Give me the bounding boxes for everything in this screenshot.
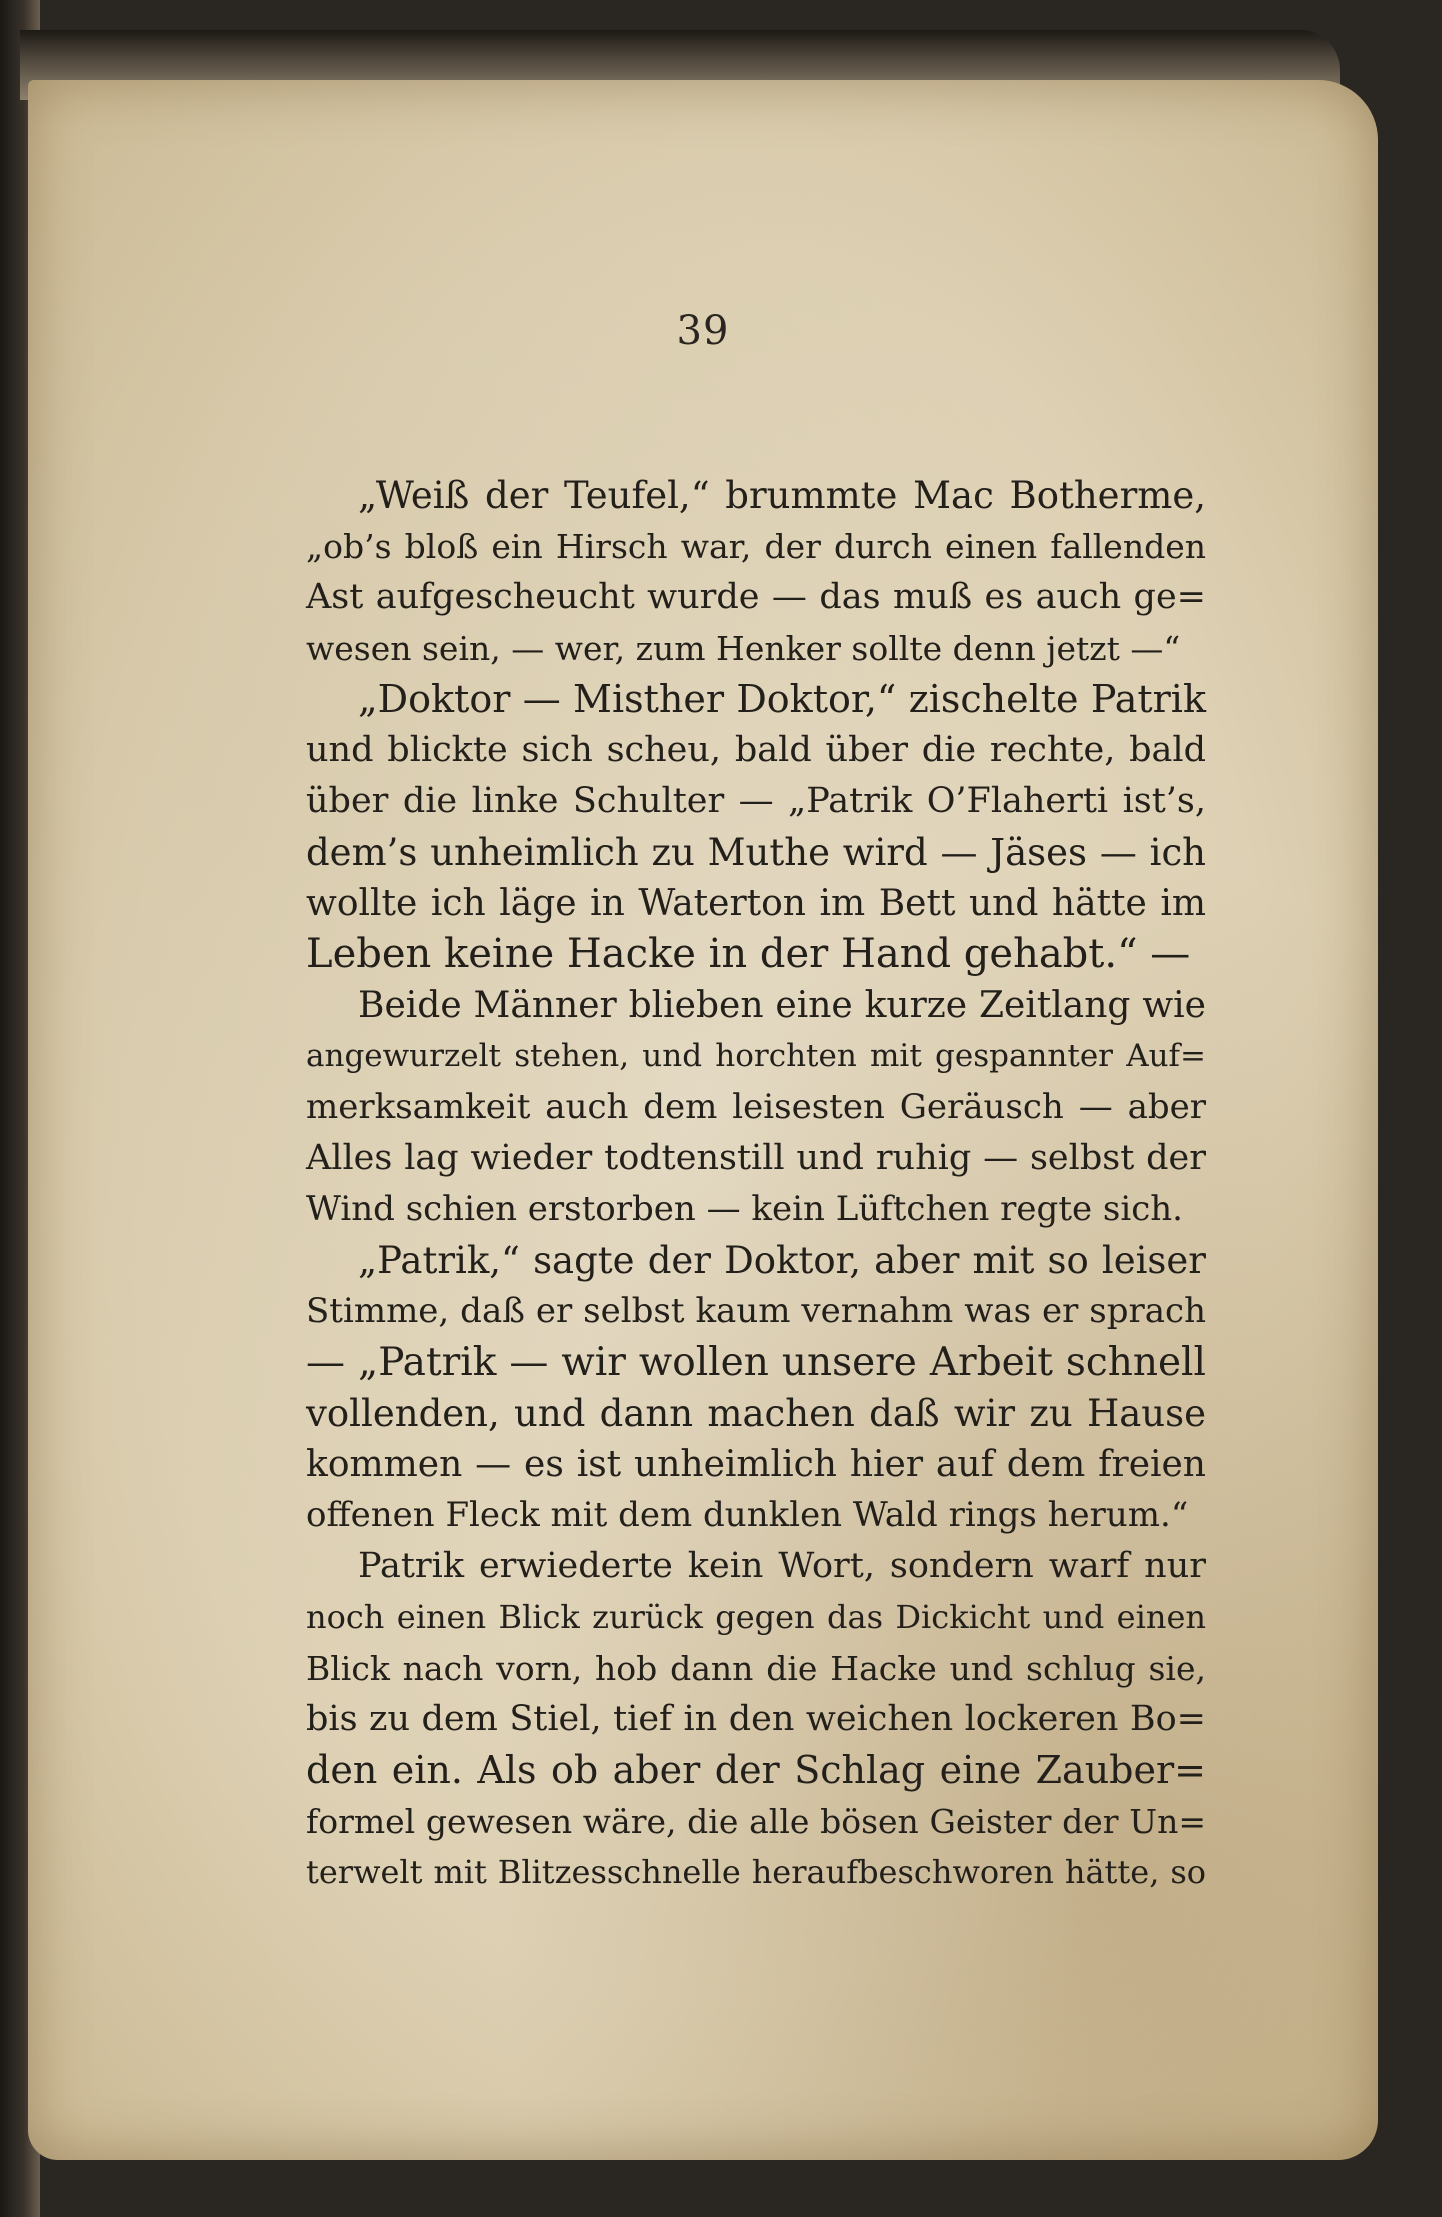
text-line: Beide Männer blieben eine kurze Zeitlang wie	[358, 985, 1206, 1026]
text-line: Blick nach vorn, hob dann die Hacke und schlug sie,	[306, 1649, 1206, 1688]
text-line: den ein. Als ob aber der Schlag eine Zauber=	[306, 1748, 1206, 1792]
text-line: Alles lag wieder todtenstill und ruhig — selbst der	[306, 1138, 1206, 1178]
text-line: Patrik erwiederte kein Wort, sondern warf nur	[358, 1546, 1206, 1586]
text-line: „Patrik,“ sagte der Doktor, aber mit so leiser	[358, 1239, 1206, 1282]
text-line: Ast aufgescheucht wurde — das muß es auch ge=	[306, 577, 1206, 617]
text-line: kommen — es ist unheimlich hier auf dem freien	[306, 1444, 1206, 1485]
text-line: noch einen Blick zurück gegen das Dickicht und einen	[306, 1598, 1206, 1636]
text-line: merksamkeit auch dem leisesten Geräusch — aber	[306, 1087, 1206, 1127]
text-line: Leben keine Hacke in der Hand gehabt.“ —	[306, 931, 1191, 977]
text-line: vollenden, und dann machen daß wir zu Hause	[306, 1392, 1206, 1435]
text-line: formel gewesen wäre, die alle bösen Geister der Un=	[306, 1802, 1206, 1841]
text-line: angewurzelt stehen, und horchten mit gespannter Auf=	[306, 1038, 1206, 1074]
page-number: 39	[676, 308, 730, 354]
text-line: über die linke Schulter — „Patrik O’Flaherti ist’s,	[306, 781, 1206, 821]
text-line: Wind schien erstorben — kein Lüftchen regte sich.	[306, 1189, 1183, 1229]
text-line: „Doktor — Misther Doktor,“ zischelte Patrik	[358, 677, 1206, 721]
text-line: wollte ich läge in Waterton im Bett und hätte im	[306, 883, 1206, 924]
text-line: wesen sein, — wer, zum Henker sollte denn jetzt —“	[306, 629, 1181, 668]
text-line: offenen Fleck mit dem dunklen Wald rings herum.“	[306, 1495, 1189, 1535]
text-line: bis zu dem Stiel, tief in den weichen lockeren Bo=	[306, 1699, 1206, 1739]
text-line: dem’s unheimlich zu Muthe wird — Jäses — ich	[306, 831, 1206, 874]
book-page	[28, 80, 1378, 2160]
text-line: terwelt mit Blitzesschnelle heraufbeschworen hätte, so	[306, 1853, 1206, 1891]
text-line: und blickte sich scheu, bald über die rechte, bald	[306, 730, 1206, 770]
text-line: — „Patrik — wir wollen unsere Arbeit schnell	[306, 1340, 1206, 1385]
text-line: Stimme, daß er selbst kaum vernahm was er sprach	[306, 1291, 1206, 1331]
text-line: „ob’s bloß ein Hirsch war, der durch einen fallenden	[306, 527, 1206, 566]
page-text	[306, 470, 1206, 1898]
text-line: „Weiß der Teufel,“ brummte Mac Botherme,	[358, 474, 1206, 517]
